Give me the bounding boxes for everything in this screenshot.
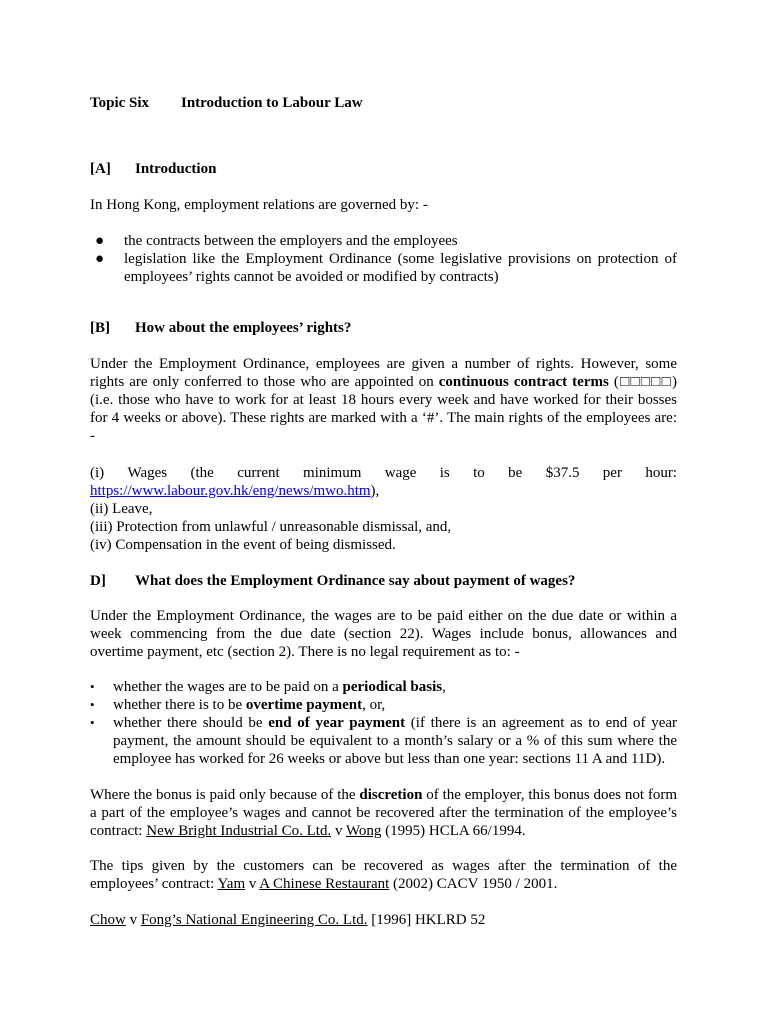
word: $37.5 bbox=[545, 465, 580, 481]
text-run: Under the Employment Ordinance, employees are given a number of rights. However, some rights are only conferred to those who are appointed on bbox=[90, 356, 677, 390]
rights-wages-words bbox=[90, 464, 677, 482]
list-item-text: whether there should be end of year payment (if there is an agreement as to end of year payment, the amount should be equivalent to a month’s salary or a % of this sum where the employee has worked for 26 weeks or above but less than one year: sections 11 A and 11D). bbox=[113, 715, 678, 767]
section-d-label: D] bbox=[90, 573, 106, 589]
bullet-icon: ● bbox=[95, 233, 105, 249]
page-title bbox=[90, 94, 677, 112]
section-d-title: What does the Employment Ordinance say about payment of wages? bbox=[135, 573, 576, 589]
word: is bbox=[439, 465, 450, 481]
section-d-paragraph: Under the Employment Ordinance, the wages are to be paid either on the due date or within a week commencing from the due date (section 22). Wages include bonus, allowances and overtime payment, etc (section 2). There is no legal requirement as to: - bbox=[90, 608, 677, 660]
list-item-text: legislation like the Employment Ordinance (some legislative provisions on protection of employees’ rights cannot be avoided or modified by contracts) bbox=[124, 251, 677, 285]
case-name: Fong’s National Engineering Co. Ltd. bbox=[140, 912, 368, 928]
text-run: (□□□□□) (i.e. those who have to work for at least 18 hours every week and have worked for their bosses for 4 weeks or above). These rights are marked with a ‘#’. The main rights of the employees are: - bbox=[90, 374, 677, 444]
case-name: Yam bbox=[217, 876, 246, 892]
bold-term: continuous contract terms bbox=[438, 374, 609, 390]
rights-item: (iii) Protection from unlawful / unreasonable dismissal, and, bbox=[90, 519, 452, 535]
list-item-text: whether there is to be overtime payment, or, bbox=[113, 697, 386, 713]
bonus-paragraph: Where the bonus is paid only because of the discretion of the employer, this bonus does not form a part of the employee’s wages and cannot be recovered after the termination of the employee’s contract: New Bright Industrial Co. Ltd. v Wong (1995) HCLA 66/1994. bbox=[90, 787, 678, 839]
section-a-heading bbox=[90, 160, 677, 178]
word: Wages bbox=[127, 465, 168, 481]
word: minimum bbox=[303, 465, 362, 481]
word: be bbox=[508, 465, 523, 481]
section-a-label: [A] bbox=[90, 161, 111, 177]
word: wage bbox=[384, 465, 417, 481]
topic-number: Topic Six bbox=[90, 95, 150, 111]
bullet-icon: • bbox=[90, 697, 95, 712]
topic-name: Introduction to Labour Law bbox=[181, 95, 363, 111]
section-b-label: [B] bbox=[90, 320, 110, 336]
word: to bbox=[473, 465, 485, 481]
rights-item: (iv) Compensation in the event of being dismissed. bbox=[90, 537, 396, 553]
bold-term: discretion bbox=[359, 787, 423, 803]
minimum-wage-link[interactable]: https://www.labour.gov.hk/eng/news/mwo.htm bbox=[90, 483, 371, 499]
text-run: ), bbox=[370, 483, 380, 499]
rights-item: (ii) Leave, bbox=[90, 501, 153, 517]
case-name: Wong bbox=[345, 823, 382, 839]
section-a-intro: In Hong Kong, employment relations are governed by: - bbox=[90, 197, 428, 213]
section-a-title: Introduction bbox=[135, 161, 217, 177]
bullet-icon: • bbox=[90, 679, 95, 694]
case-name: Chow bbox=[90, 912, 126, 928]
section-b-title: How about the employees’ rights? bbox=[135, 320, 352, 336]
list-item-text: whether the wages are to be paid on a periodical basis, bbox=[113, 679, 446, 695]
word: hour: bbox=[645, 465, 677, 481]
section-b-paragraph bbox=[90, 355, 677, 445]
case-citation: Chow v Fong’s National Engineering Co. Ltd. [1996] HKLRD 52 bbox=[90, 912, 486, 928]
word: (the bbox=[190, 465, 214, 481]
word: current bbox=[237, 465, 280, 481]
rights-wages-line bbox=[90, 464, 677, 500]
word: per bbox=[602, 465, 622, 481]
tips-paragraph: The tips given by the customers can be recovered as wages after the termination of the employees’ contract: Yam v A Chinese Restaurant (2002) CACV 1950 / 2001. bbox=[90, 858, 677, 892]
case-name: A Chinese Restaurant bbox=[259, 876, 390, 892]
section-b-heading bbox=[90, 319, 677, 337]
word: (i) bbox=[90, 465, 105, 481]
list-item-text: the contracts between the employers and the employees bbox=[124, 233, 458, 249]
bullet-icon: ● bbox=[95, 251, 105, 267]
section-d-heading bbox=[90, 572, 677, 590]
case-name: New Bright Industrial Co. Ltd. bbox=[146, 823, 332, 839]
bullet-icon: • bbox=[90, 715, 95, 730]
